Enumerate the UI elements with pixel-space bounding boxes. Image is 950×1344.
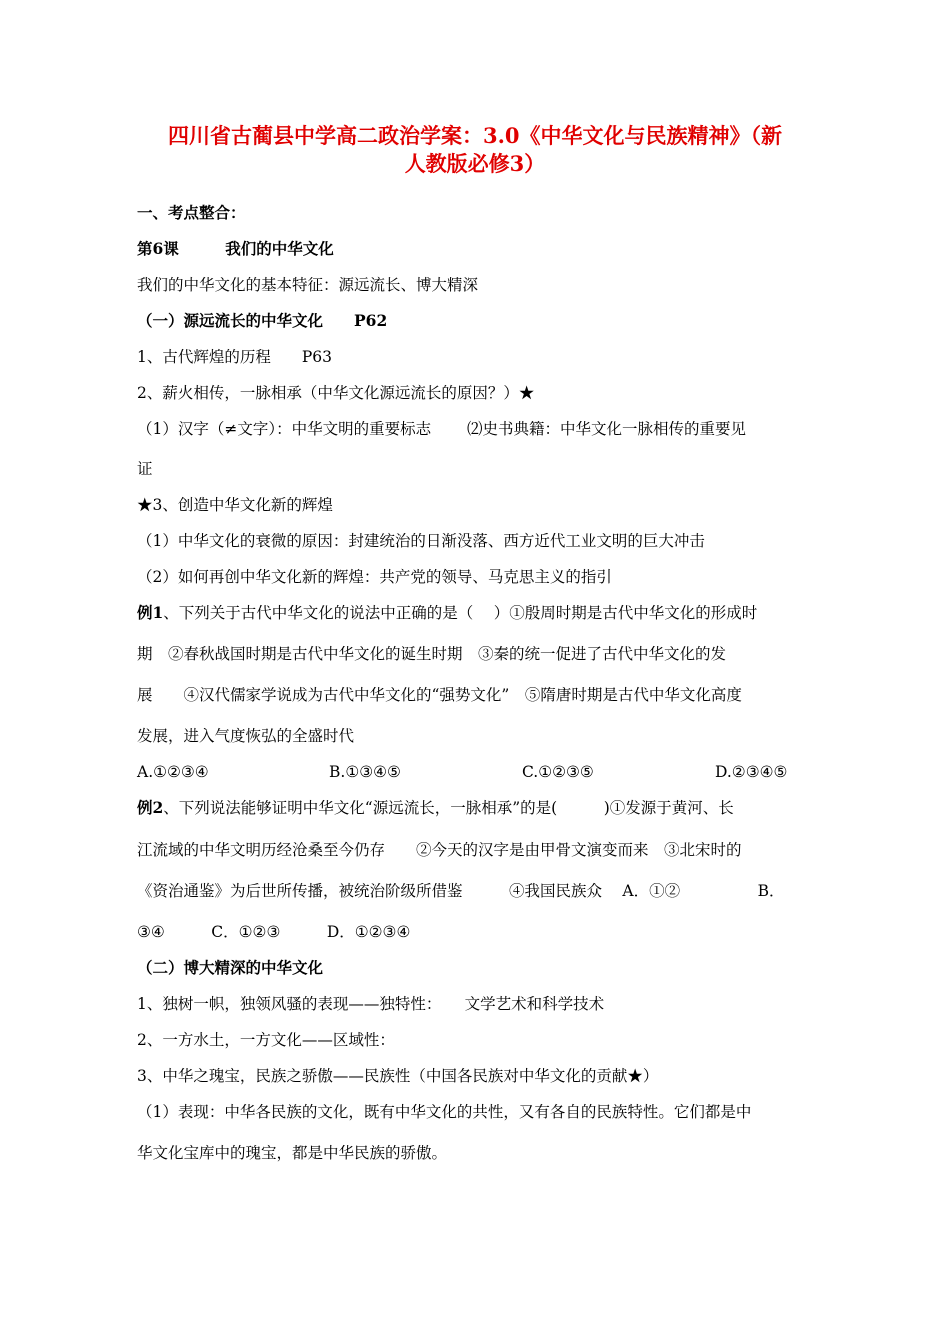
paragraph: 我们的中华文化的基本特征：源远流长、博大精深 [137,276,479,294]
paragraph: （1）表现：中华各民族的文化，既有中华文化的共性，又有各自的民族特性。它们都是中 [137,1103,752,1121]
example-2-line: ③④ C．①②③ D．①②③④ [137,923,411,941]
paragraph: 2、一方水土，一方文化——区域性： [137,1031,395,1049]
paragraph: （2）如何再创中华文化新的辉煌：共产党的领导、马克思主义的指引 [137,568,612,586]
title-line-2: 人教版必修3） [404,151,546,176]
lesson-heading: 第6课 我们的中华文化 [137,239,334,258]
paragraph: 1、独树一帜，独领风骚的表现——独特性： 文学艺术和科学技术 [137,995,605,1013]
paragraph: ★3、创造中华文化新的辉煌 [137,496,333,514]
paragraph: （1）中华文化的衰微的原因：封建统治的日渐没落、西方近代工业文明的巨大冲击 [137,532,705,550]
example-1-line [137,603,757,623]
title-line-1: 四川省古蔺县中学高二政治学案：3.0《中华文化与民族精神》（新 [167,123,783,148]
paragraph: 华文化宝库中的瑰宝，都是中华民族的骄傲。 [137,1144,448,1162]
example-1-line: 期 ②春秋战国时期是古代中华文化的诞生时期 ③秦的统一促进了古代中华文化的发 [137,645,727,663]
subsection-heading: （一）源远流长的中华文化 P62 [137,311,388,330]
option-a: A.①②③④ [137,763,209,781]
example-1-line: 发展，进入气度恢弘的全盛时代 [137,727,355,745]
option-d: D.②③④⑤ [715,763,788,781]
paragraph: （1）汉字（≠文字）：中华文明的重要标志 ⑵史书典籍：中华文化一脉相传的重要见 [137,420,747,438]
option-b: B.①③④⑤ [329,763,401,781]
option-c: C.①②③⑤ [522,763,594,781]
example-1-label: 例1 [137,603,164,622]
example-2-label: 例2 [137,798,164,817]
paragraph: 1、古代辉煌的历程 P63 [137,348,333,366]
example-1-options [137,762,787,782]
example-2-line [137,798,734,818]
paragraph: 证 [137,460,153,478]
paragraph: 2、薪火相传，一脉相承（中华文化源远流长的原因？）★ [137,384,535,402]
example-2-line: 《资治通鉴》为后世所传播，被统治阶级所借鉴 ④我国民族众 A．①② B． [137,882,785,900]
paragraph: 3、中华之瑰宝，民族之骄傲——民族性（中国各民族对中华文化的贡献★） [137,1067,659,1085]
section-heading: 一、考点整合： [137,203,246,222]
subsection-heading: （二）博大精深的中华文化 [137,958,324,977]
example-1-line: 展 ④汉代儒家学说成为古代中华文化的“强势文化” ⑤隋唐时期是古代中华文化高度 [137,686,742,704]
example-2-line: 江流域的中华文明历经沧桑至今仍存 ②今天的汉字是由甲骨文演变而来 ③北宋时的 [137,841,742,859]
example-2-text: 、下列说法能够证明中华文化“源远流长，一脉相承”的是( )①发源于黄河、长 [163,799,734,817]
example-1-text: 、下列关于古代中华文化的说法中正确的是（ ）①殷周时期是古代中华文化的形成时 [163,604,758,622]
